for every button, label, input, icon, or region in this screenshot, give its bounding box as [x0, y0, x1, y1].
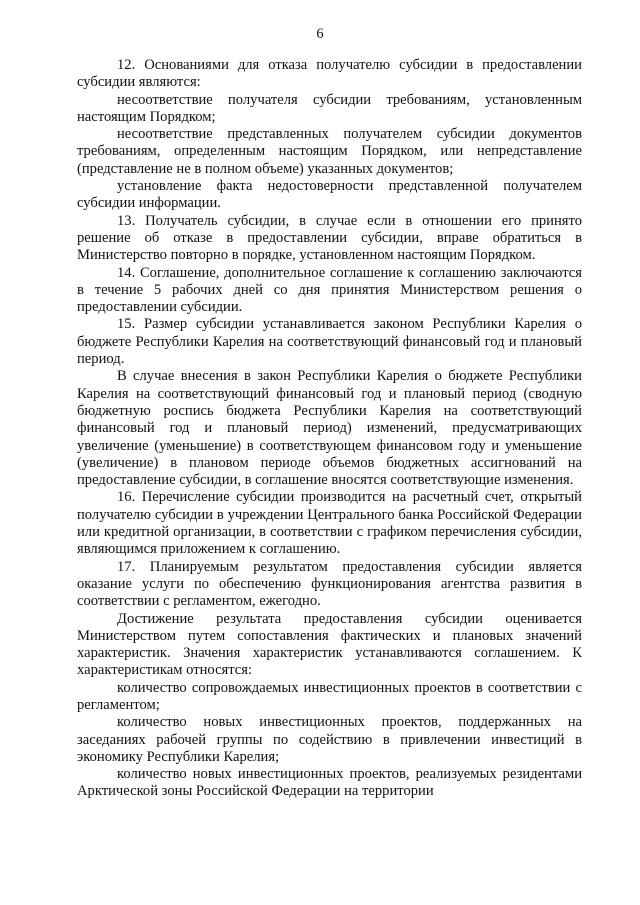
paragraph-17-evaluation: Достижение результата предоставления субсидии оценивается Министерством путем сопоставления фактических и плановых значений характеристик. Значения характеристик устанавливаются соглашением. К характеристикам относятся: — [77, 610, 582, 679]
characteristic-item-2: количество новых инвестиционных проектов, поддержанных на заседаниях рабочей группы по содействию в привлечении инвестиций в экономику Республики Карелия; — [77, 714, 582, 765]
characteristic-item-3: количество новых инвестиционных проектов, реализуемых резидентами Арктической зоны Российской Федерации на территории — [77, 766, 582, 800]
paragraph-12-item-3: установление факта недостоверности представленной получателем субсидии информации. — [77, 178, 582, 212]
document-body — [77, 57, 582, 801]
paragraph-16: 16. Перечисление субсидии производится на расчетный счет, открытый получателю субсидии в учреждении Центрального банка Российской Федерации или кредитной организации, в соответствии с графиком перечисления субсидии, являющимся приложением к соглашению. — [77, 489, 582, 558]
paragraph-15-amendment: В случае внесения в закон Республики Карелия о бюджете Республики Карелия на соответствующий финансовый год и плановый период (сводную бюджетную роспись бюджета Республики Карелия на соответствующий финансовый год и плановый период) изменений, предусматривающих увеличение (уменьшение) в соответствующем финансовом году и уменьшение (увеличение) в плановом периоде объемов бюджетных ассигнований на предоставление субсидии, в соглашение вносятся соответствующие изменения. — [77, 368, 582, 489]
paragraph-13: 13. Получатель субсидии, в случае если в отношении его принято решение об отказе в предоставлении субсидии, вправе обратиться в Министерство повторно в порядке, установленном настоящим Порядком. — [77, 212, 582, 264]
paragraph-15: 15. Размер субсидии устанавливается законом Республики Карелия о бюджете Республики Карелия на соответствующий финансовый год и плановый период. — [77, 316, 582, 368]
paragraph-12: 12. Основаниями для отказа получателю субсидии в предоставлении субсидии являются: — [77, 57, 582, 91]
paragraph-12-item-1: несоответствие получателя субсидии требованиям, установленным настоящим Порядком; — [77, 91, 582, 125]
paragraph-17: 17. Планируемым результатом предоставления субсидии является оказание услуги по обеспечению функционирования агентства развития в соответствии с регламентом, ежегодно. — [77, 558, 582, 610]
page-number: 6 — [316, 26, 324, 42]
paragraph-14: 14. Соглашение, дополнительное соглашение к соглашению заключаются в течение 5 рабочих дней со дня принятия Министерством решения о предоставлении субсидии. — [77, 264, 582, 316]
characteristic-item-1: количество сопровождаемых инвестиционных проектов в соответствии с регламентом; — [77, 679, 582, 713]
paragraph-12-item-2: несоответствие представленных получателем субсидии документов требованиям, определенным настоящим Порядком, или непредставление (представление не в полном объеме) указанных документов; — [77, 126, 582, 177]
